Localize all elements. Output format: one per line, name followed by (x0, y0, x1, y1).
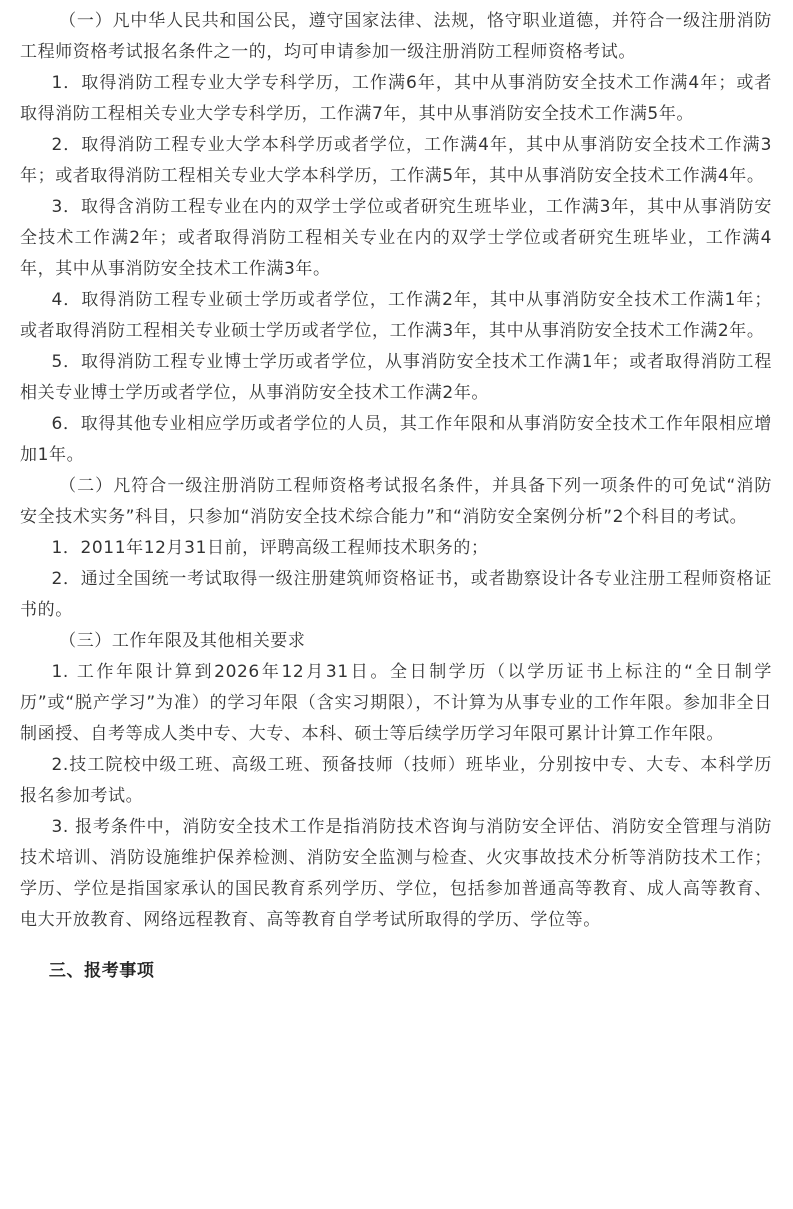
paragraph-item: 2．取得消防工程专业大学本科学历或者学位，工作满4年，其中从事消防安全技术工作满3年；或者取得消防工程相关专业大学本科学历，工作满5年，其中从事消防安全技术工作满4年。 (20, 135, 772, 186)
document-body (20, 6, 772, 978)
paragraph-item: 3. 报考条件中，消防安全技术工作是指消防技术咨询与消防安全评估、消防安全管理与消防技术培训、消防设施维护保养检测、消防安全监测与检查、火灾事故技术分析等消防技术工作；学历、学位是指国家承认的国民教育系列学历、学位，包括参加普通高等教育、成人高等教育、电大开放教育、网络远程教育、高等教育自学考试所取得的学历、学位等。 (20, 817, 772, 930)
paragraph-item: 1．2011年12月31日前，评聘高级工程师技术职务的； (51, 538, 489, 558)
paragraph-item: 2.技工院校中级工班、高级工班、预备技师（技师）班毕业，分别按中专、大专、本科学历报名参加考试。 (20, 755, 772, 806)
paragraph-item: 3．取得含消防工程专业在内的双学士学位或者研究生班毕业，工作满3年，其中从事消防安全技术工作满2年；或者取得消防工程相关专业在内的双学士学位或者研究生班毕业，工作满4年，其中从事消防安全技术工作满3年。 (20, 197, 772, 279)
paragraph-item: 1．取得消防工程专业大学专科学历，工作满6年，其中从事消防安全技术工作满4年；或者取得消防工程相关专业大学专科学历，工作满7年，其中从事消防安全技术工作满5年。 (20, 73, 772, 124)
section-heading-partial: 三、报考事项 (48, 961, 155, 978)
paragraph-item: 4．取得消防工程专业硕士学历或者学位，工作满2年，其中从事消防安全技术工作满1年；或者取得消防工程相关专业硕士学历或者学位，工作满3年，其中从事消防安全技术工作满2年。 (20, 290, 772, 341)
paragraph-item: 5．取得消防工程专业博士学历或者学位，从事消防安全技术工作满1年；或者取得消防工程相关专业博士学历或者学位，从事消防安全技术工作满2年。 (20, 352, 772, 403)
paragraph-section-3: （三）工作年限及其他相关要求 (59, 631, 306, 651)
paragraph-item: 2．通过全国统一考试取得一级注册建筑师资格证书，或者勘察设计各专业注册工程师资格证书的。 (20, 569, 772, 620)
paragraph-item: 6．取得其他专业相应学历或者学位的人员，其工作年限和从事消防安全技术工作年限相应增加1年。 (20, 414, 772, 465)
paragraph-section-1: （一）凡中华人民共和国公民，遵守国家法律、法规，恪守职业道德，并符合一级注册消防工程师资格考试报名条件之一的，均可申请参加一级注册消防工程师资格考试。 (20, 11, 772, 62)
paragraph-item: 1. 工作年限计算到2026年12月31日。全日制学历（以学历证书上标注的“全日制学历”或“脱产学习”为准）的学习年限（含实习期限），不计算为从事专业的工作年限。参加非全日制函授、自考等成人类中专、大专、本科、硕士等后续学历学习年限可累计计算工作年限。 (20, 662, 772, 744)
paragraph-section-2: （二）凡符合一级注册消防工程师资格考试报名条件，并具备下列一项条件的可免试“消防安全技术实务”科目，只参加“消防安全技术综合能力”和“消防安全案例分析”2个科目的考试。 (20, 476, 772, 527)
